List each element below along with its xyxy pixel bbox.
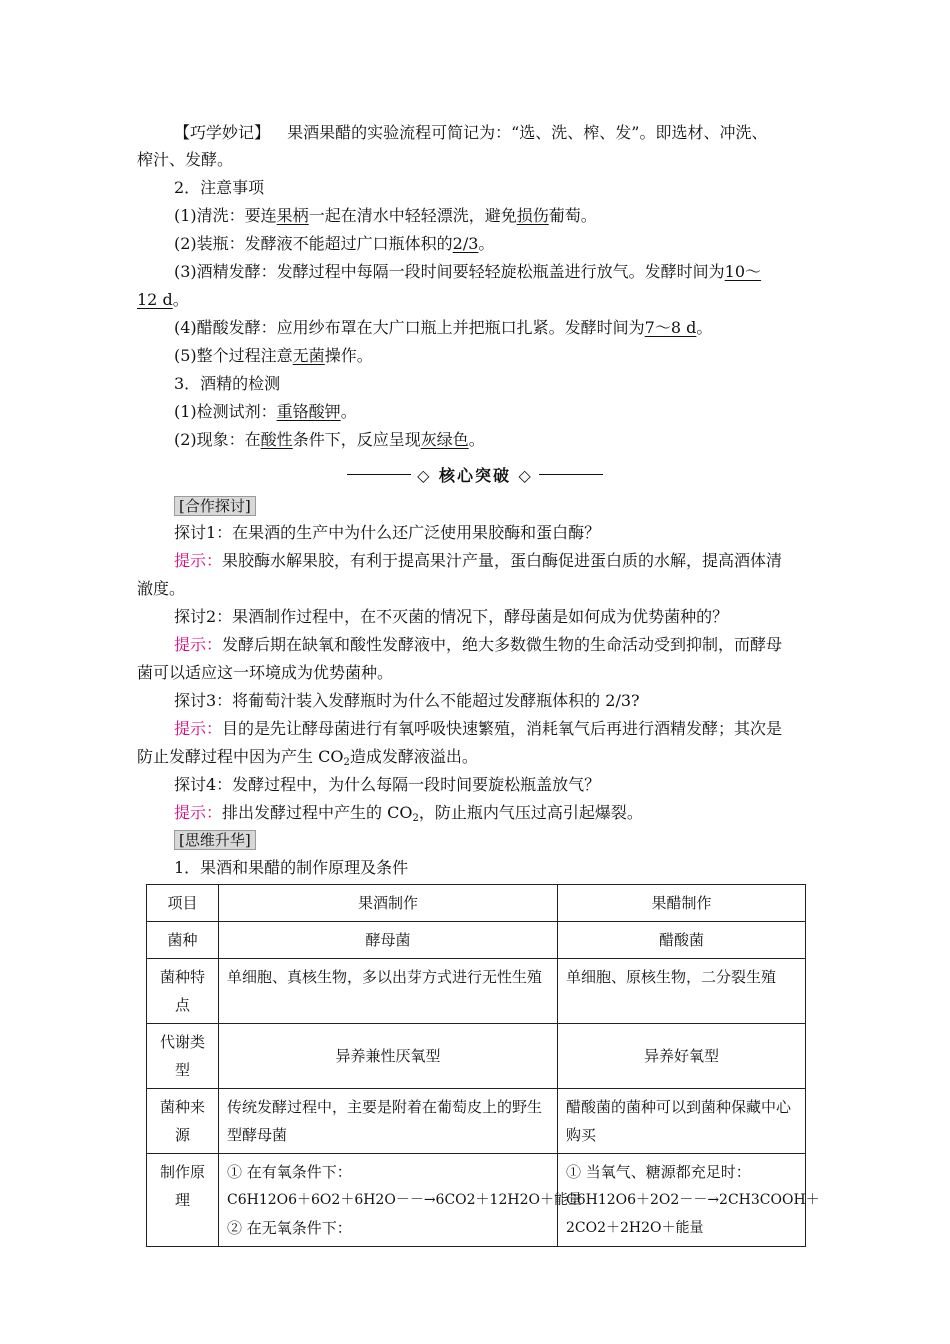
note-key-term: 损伤 — [516, 206, 549, 225]
table-header-cell: 项目 — [147, 885, 219, 922]
answer-2-cont: 菌可以适应这一环境成为优势菌种。 — [137, 663, 394, 682]
note-sterile — [174, 346, 373, 366]
table-row-label: 菌种特点 — [147, 959, 219, 1024]
answer-1-cont: 澈度。 — [137, 579, 186, 598]
detect-text: 。 — [468, 430, 485, 449]
question-4: 探讨4：发酵过程中，为什么每隔一段时间要旋松瓶盖放气？ — [174, 775, 601, 794]
answer-text: 防止发酵过程中因为产生 CO — [137, 747, 344, 766]
table-header-row — [147, 885, 806, 922]
note-text: (1)清洗：要连 — [174, 206, 277, 225]
detect-key-term: 重铬酸钾 — [276, 402, 341, 421]
answer-text: 目的是先让酵母菌进行有氧呼吸快速繁殖，消耗氧气后再进行酒精发酵；其次是 — [222, 719, 783, 738]
upgrade-heading: 1．果酒和果醋的制作原理及条件 — [174, 858, 409, 877]
note-text: (3)酒精发酵：发酵过程中每隔一段时间要轻轻旋松瓶盖进行放气。发酵时间为 — [174, 262, 725, 281]
table-row-label: 制作原理 — [147, 1154, 219, 1247]
principle-line: ② 在无氧条件下： — [227, 1219, 352, 1237]
detect-text: 。 — [340, 402, 357, 421]
mnemonic-text: 果酒果醋的实验流程可简记为：“选、洗、榨、发”。即选材、冲洗、 — [287, 123, 768, 142]
table-row-label: 菌种 — [147, 922, 219, 959]
note-key-term: 7～8 d — [644, 318, 697, 337]
table-cell: 传统发酵过程中，主要是附着在葡萄皮上的野生型酵母菌 — [219, 1089, 558, 1154]
tip-label: 提示： — [174, 635, 223, 654]
section-heading — [0, 464, 950, 484]
note-text: 。 — [172, 290, 189, 309]
table-header-cell: 果酒制作 — [219, 885, 558, 922]
note-key-term: 2/3 — [452, 234, 479, 253]
table-cell: 醋酸菌的菌种可以到菌种保藏中心购买 — [558, 1089, 806, 1154]
discuss-tag-line — [174, 496, 256, 516]
notes-heading: 2．注意事项 — [174, 178, 265, 197]
answer-1 — [174, 551, 782, 571]
table-cell — [219, 1154, 582, 1247]
detect-key-term: 酸性 — [260, 430, 293, 449]
detect-key-term: 灰绿色 — [420, 430, 469, 449]
note-alcohol-fermentation — [174, 262, 761, 282]
table-cell: 单细胞、原核生物，二分裂生殖 — [558, 959, 806, 1024]
upgrade-tag: [思维升华] — [174, 830, 256, 850]
note-alcohol-fermentation-cont — [137, 290, 189, 310]
table-cell: 单细胞、真核生物，多以出芽方式进行无性生殖 — [219, 959, 558, 1024]
answer-text: 排出发酵过程中产生的 CO — [222, 803, 413, 822]
section-title: ◇ 核心突破 ◇ — [417, 465, 533, 485]
chemical-equation: 2CO2＋2H2O＋能量 — [566, 1220, 704, 1236]
table-row — [147, 922, 806, 959]
answer-text: 果胶酶水解果胶，有利于提高果汁产量，蛋白酶促进蛋白质的水解，提高酒体清 — [222, 551, 783, 570]
note-text: (4)醋酸发酵：应用纱布罩在大广口瓶上并把瓶口扎紧。发酵时间为 — [174, 318, 645, 337]
detect-reagent — [174, 402, 357, 422]
answer-4 — [174, 803, 643, 829]
table-row — [147, 959, 806, 1024]
detect-text: 条件下，反应呈现 — [292, 430, 421, 449]
discuss-tag: [合作探讨] — [174, 496, 256, 516]
note-text: 。 — [478, 234, 495, 253]
table-cell: 异养兼性厌氧型 — [219, 1024, 558, 1089]
question-1: 探讨1：在果酒的生产中为什么还广泛使用果胶酶和蛋白酶？ — [174, 523, 601, 542]
note-wash — [174, 206, 597, 226]
answer-2 — [174, 635, 782, 655]
note-bottling — [174, 234, 494, 254]
detect-text: (2)现象：在 — [174, 430, 261, 449]
detect-phenomenon — [174, 430, 485, 450]
detect-heading: 3．酒精的检测 — [174, 374, 281, 393]
answer-text: 发酵后期在缺氧和酸性发酵液中，绝大多数微生物的生命活动受到抑制，而酵母 — [222, 635, 783, 654]
note-text: 一起在清水中轻轻漂洗，避免 — [308, 206, 517, 225]
mnemonic-label: 【巧学妙记】 — [174, 123, 271, 142]
heading-rule-left — [347, 474, 411, 475]
table-row-label: 代谢类型 — [147, 1024, 219, 1089]
note-text: 操作。 — [324, 346, 373, 365]
heading-rule-right — [539, 474, 603, 475]
table-cell: 醋酸菌 — [558, 922, 806, 959]
note-key-term: 12 d — [137, 290, 173, 309]
subscript: 2 — [343, 757, 350, 768]
note-text: 。 — [696, 318, 713, 337]
table-header-cell: 果醋制作 — [558, 885, 806, 922]
tip-label: 提示： — [174, 551, 223, 570]
note-text: 葡萄。 — [548, 206, 597, 225]
table-cell — [558, 1154, 820, 1247]
subscript: 2 — [412, 813, 419, 824]
table-row-label: 菌种来源 — [147, 1089, 219, 1154]
chemical-equation: C6H12O6＋2O2－－→2CH3COOH＋ — [566, 1192, 820, 1208]
upgrade-tag-line — [174, 830, 256, 850]
answer-3 — [174, 719, 782, 739]
table-cell: 酵母菌 — [219, 922, 558, 959]
mnemonic-text-cont: 榨汁、发酵。 — [137, 150, 234, 169]
note-acetic-fermentation — [174, 318, 712, 338]
detect-text: (1)检测试剂： — [174, 402, 277, 421]
answer-text: ，防止瓶内气压过高引起爆裂。 — [418, 803, 643, 822]
question-2: 探讨2：果酒制作过程中，在不灭菌的情况下，酵母菌是如何成为优势菌种的？ — [174, 607, 729, 626]
note-key-term: 无菌 — [292, 346, 325, 365]
note-key-term: 10～ — [724, 262, 762, 281]
comparison-table — [146, 884, 820, 1247]
answer-text: 造成发酵液溢出。 — [349, 747, 478, 766]
note-text: (2)装瓶：发酵液不能超过广口瓶体积的 — [174, 234, 453, 253]
chemical-equation: C6H12O6＋6O2＋6H2O－－→6CO2＋12H2O＋能量 — [227, 1192, 582, 1208]
table-cell: 异养好氧型 — [558, 1024, 806, 1089]
principle-line: ① 在有氧条件下： — [227, 1163, 352, 1181]
principle-line: ① 当氧气、糖源都充足时： — [566, 1163, 751, 1181]
answer-3-cont — [137, 747, 478, 773]
table-row — [147, 1154, 806, 1247]
note-text: (5)整个过程注意 — [174, 346, 293, 365]
mnemonic-line — [174, 123, 767, 143]
table-row — [147, 1089, 806, 1154]
table-row — [147, 1024, 806, 1089]
question-3: 探讨3：将葡萄汁装入发酵瓶时为什么不能超过发酵瓶体积的 2/3? — [174, 691, 640, 710]
note-key-term: 果柄 — [276, 206, 309, 225]
tip-label: 提示： — [174, 803, 223, 822]
tip-label: 提示： — [174, 719, 223, 738]
